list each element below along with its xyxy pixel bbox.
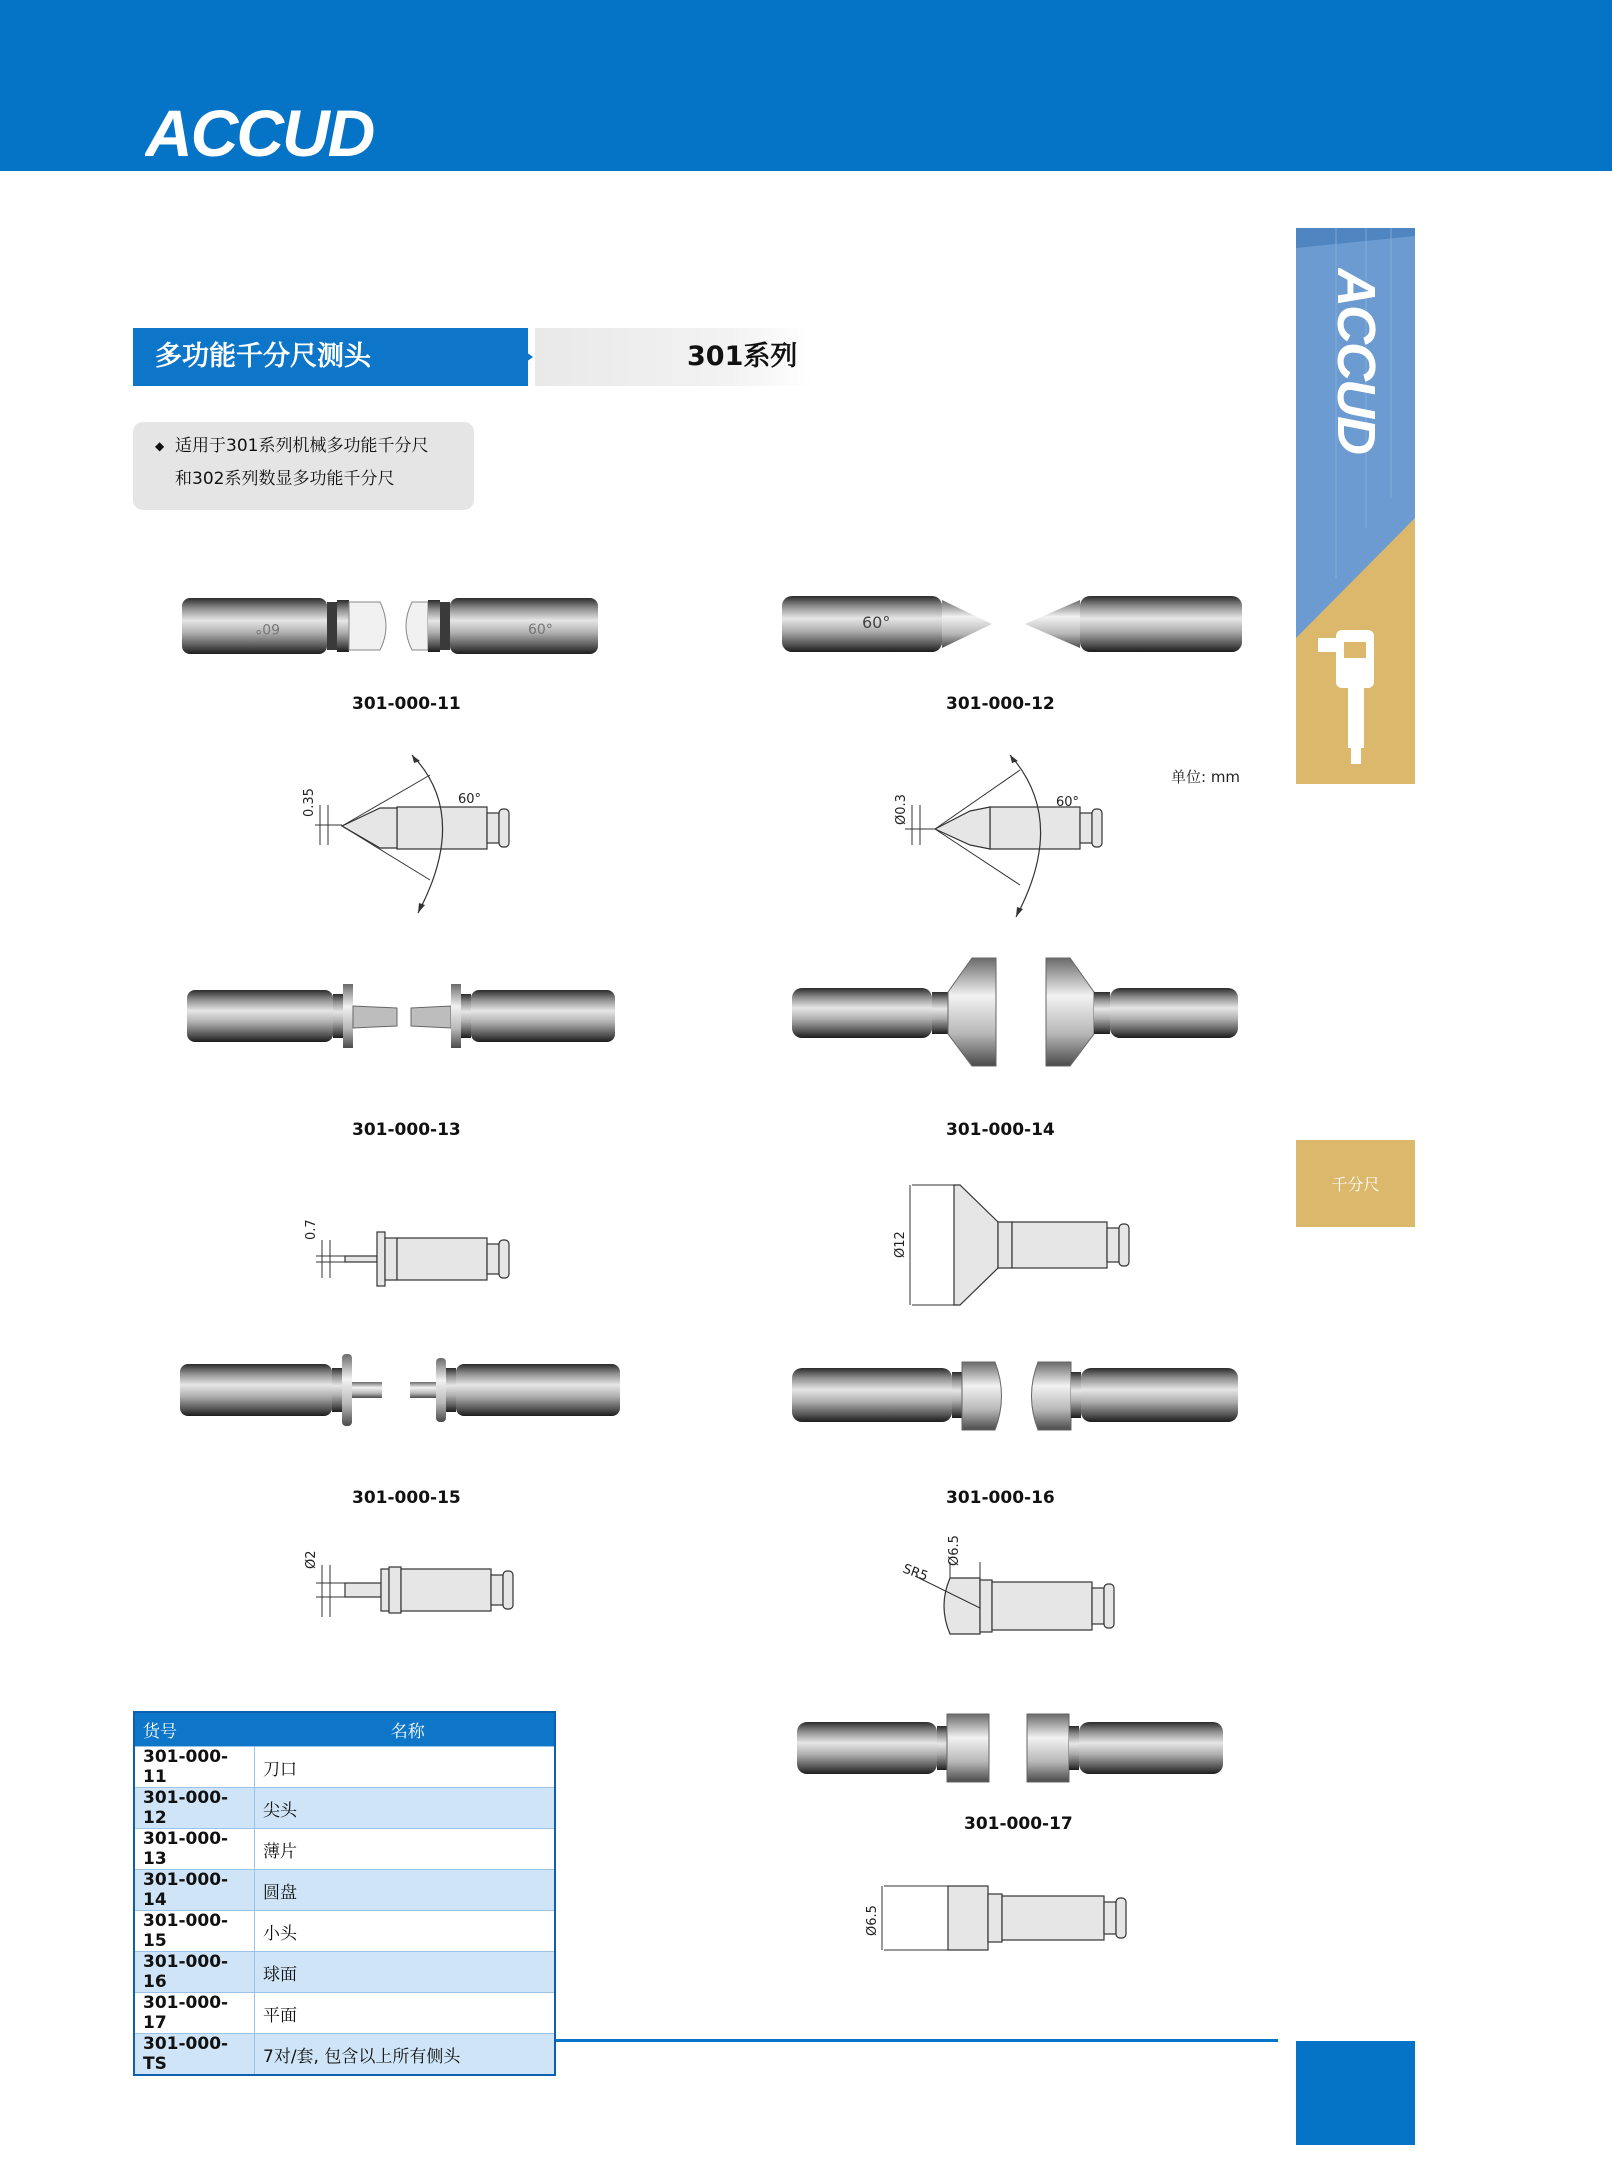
table-row (134, 1829, 555, 1870)
svg-text:Ø2: Ø2 (304, 1550, 319, 1569)
product-code: 301-000-16 (946, 1488, 1055, 1508)
note-line-1: 适用于301系列机械多功能千分尺 (175, 436, 429, 456)
drawing-301-000-11 (300, 745, 540, 925)
table-row (134, 1870, 555, 1911)
page-number-tab (1296, 2041, 1415, 2145)
svg-text:60°: 60° (528, 622, 553, 638)
cell-name: 尖头 (255, 1788, 556, 1829)
product-photo-301-000-11 (180, 588, 620, 664)
cell-name: 球面 (255, 1952, 556, 1993)
drawing-301-000-16 (890, 1532, 1150, 1652)
table-row (134, 1952, 555, 1993)
product-code: 301-000-17 (964, 1814, 1073, 1834)
accud-logo (145, 96, 410, 166)
cell-code: 301-000-14 (134, 1870, 255, 1911)
svg-text:60°: 60° (458, 792, 482, 807)
cell-code: 301-000-15 (134, 1911, 255, 1952)
cell-name: 圆盘 (255, 1870, 556, 1911)
column-header-name: 名称 (255, 1712, 556, 1747)
product-photo-301-000-13 (185, 978, 617, 1054)
svg-text:Ø6.5: Ø6.5 (865, 1905, 880, 1936)
table-header-row (134, 1712, 555, 1747)
bullet-icon: ◆ (155, 439, 165, 453)
svg-text:Ø0.3: Ø0.3 (894, 794, 909, 825)
cell-name: 刀口 (255, 1747, 556, 1788)
cell-code: 301-000-12 (134, 1788, 255, 1829)
section-title: 多功能千分尺测头 (133, 328, 528, 386)
product-code: 301-000-11 (352, 694, 461, 714)
cell-code: 301-000-17 (134, 1993, 255, 2034)
table-row (134, 2034, 555, 2076)
cell-code: 301-000-TS (134, 2034, 255, 2076)
note-line-2: 和302系列数显多功能千分尺 (175, 469, 395, 489)
unit-label: 单位: mm (1171, 768, 1241, 786)
svg-text:Ø12: Ø12 (893, 1231, 908, 1258)
drawing-301-000-17 (860, 1878, 1150, 1968)
svg-text:60°: 60° (255, 620, 280, 636)
cell-code: 301-000-13 (134, 1829, 255, 1870)
product-code: 301-000-15 (352, 1488, 461, 1508)
product-photo-301-000-17 (795, 1710, 1225, 1786)
svg-text:ACCUD: ACCUD (1326, 268, 1386, 453)
series-label: 301系列 (535, 328, 813, 386)
section-title-bar (133, 328, 813, 386)
product-code: 301-000-12 (946, 694, 1055, 714)
product-photo-301-000-14 (790, 950, 1240, 1074)
product-photo-301-000-15 (178, 1350, 623, 1430)
drawing-301-000-15 (300, 1545, 540, 1635)
category-tab[interactable]: 千分尺 (1296, 1140, 1415, 1227)
side-accud-logo (1316, 268, 1396, 468)
cell-code: 301-000-16 (134, 1952, 255, 1993)
svg-text:60°: 60° (862, 613, 891, 632)
cell-name: 7对/套, 包含以上所有侧头 (255, 2034, 556, 2076)
product-photo-301-000-12 (780, 586, 1245, 662)
micrometer-icon (1318, 620, 1388, 770)
drawing-301-000-12 (890, 745, 1130, 925)
svg-text:60°: 60° (1056, 795, 1080, 810)
svg-text:ACCUD: ACCUD (145, 96, 374, 166)
table-row (134, 1788, 555, 1829)
title-arrow (493, 328, 533, 386)
table-row (134, 1993, 555, 2034)
applicability-note (133, 422, 474, 510)
cell-code: 301-000-11 (134, 1747, 255, 1788)
table-row (134, 1747, 555, 1788)
cell-name: 薄片 (255, 1829, 556, 1870)
product-photo-301-000-16 (790, 1356, 1240, 1436)
cell-name: 平面 (255, 1993, 556, 2034)
header-bar (0, 0, 1612, 171)
column-header-code: 货号 (134, 1712, 255, 1747)
cell-name: 小头 (255, 1911, 556, 1952)
drawing-301-000-14 (890, 1180, 1150, 1310)
table-row (134, 1911, 555, 1952)
product-code: 301-000-13 (352, 1120, 461, 1140)
product-table (133, 1711, 556, 2076)
svg-text:0.35: 0.35 (302, 788, 317, 817)
drawing-301-000-13 (300, 1212, 540, 1302)
side-brand-tab (1296, 228, 1415, 784)
product-code: 301-000-14 (946, 1120, 1055, 1140)
svg-text:0.7: 0.7 (304, 1219, 319, 1240)
svg-text:SR5: SR5 (900, 1561, 930, 1585)
svg-text:Ø6.5: Ø6.5 (947, 1535, 962, 1566)
